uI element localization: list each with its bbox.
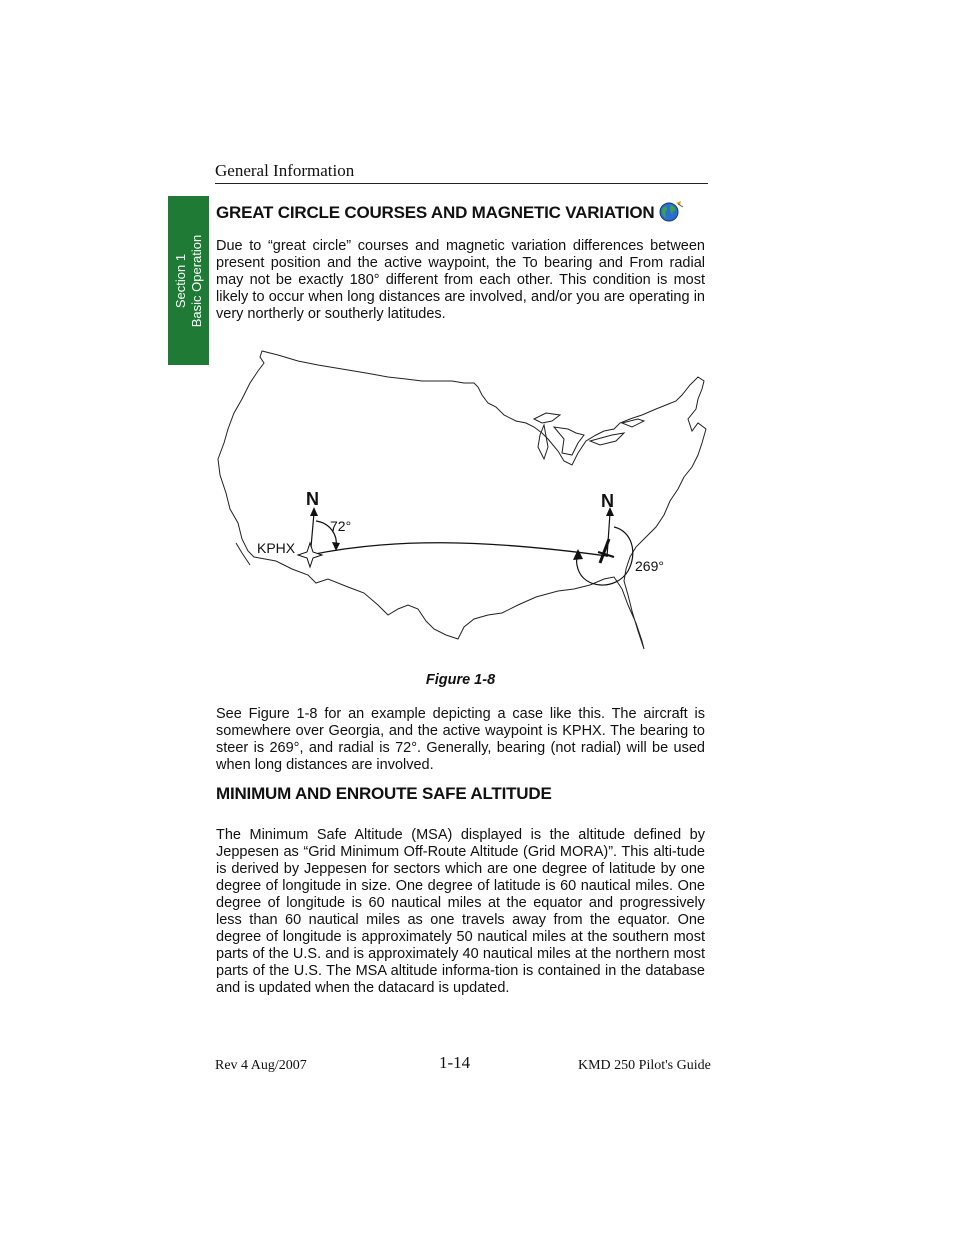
us-map-outline — [218, 351, 706, 649]
msa-paragraph: The Minimum Safe Altitude (MSA) displayed is the altitude defined by Jeppesen as “Grid Minimum Off-Route Altitude (Grid MORA)”. This alti-tude is derived by Jeppesen for sectors which are one degree of latitude by one degree of longitude in size. One degree of latitude is 60 nautical miles. One degree of longitude is 60 nautical miles at the equator and progressively less than 60 nautical miles as one travels away from the equator. One degree of longitude is approximately 50 nautical miles at the southern most parts of the U.S. and is approximately 40 nautical miles at the northern most parts of the U.S. The MSA altitude informa-tion is contained in the database and is updated when the datacard is updated. — [216, 827, 705, 996]
great-circle-heading — [216, 200, 684, 227]
figure-explanation-paragraph: See Figure 1-8 for an example depicting a case like this. The aircraft is somewhere over Georgia, and the active waypoint is KPHX. The bearing to steer is 269°, and radial is 72°. Generally, bearing (not radial) will be used when long distances are involved. — [216, 706, 705, 773]
section-number: Section 1 — [172, 253, 188, 308]
waypoint-label: KPHX — [257, 540, 296, 556]
footer-revision: Rev 4 Aug/2007 — [215, 1058, 307, 1073]
great-circle-course-line — [310, 543, 607, 556]
aircraft-icon — [598, 539, 614, 563]
running-header: General Information — [215, 161, 708, 184]
great-circle-heading-text: GREAT CIRCLE COURSES AND MAGNETIC VARIATION — [216, 203, 655, 222]
bearing-label: 269° — [635, 558, 664, 574]
figure-1-8 — [212, 343, 712, 663]
north-label-east: N — [601, 491, 614, 511]
great-circle-paragraph: Due to “great circle” courses and magnetic variation differences between present position and the active waypoint, the To bearing and From radial may not be exactly 180° different from each other. This condition is most likely to occur when long distances are involved, and/or you are operating in very northerly or southerly latitudes. — [216, 238, 705, 322]
msa-heading: MINIMUM AND ENROUTE SAFE ALTITUDE — [216, 784, 552, 803]
footer-guide-title: KMD 250 Pilot's Guide — [578, 1058, 711, 1073]
radial-label: 72° — [330, 518, 352, 534]
footer-page-number: 1-14 — [439, 1053, 471, 1072]
figure-caption: Figure 1-8 — [425, 672, 496, 688]
globe-icon — [658, 200, 684, 227]
section-name: Basic Operation — [188, 234, 204, 327]
section-tab — [168, 196, 209, 365]
north-label-west: N — [306, 489, 319, 509]
waypoint-star-icon — [298, 543, 322, 567]
us-map-diagram — [212, 343, 712, 663]
